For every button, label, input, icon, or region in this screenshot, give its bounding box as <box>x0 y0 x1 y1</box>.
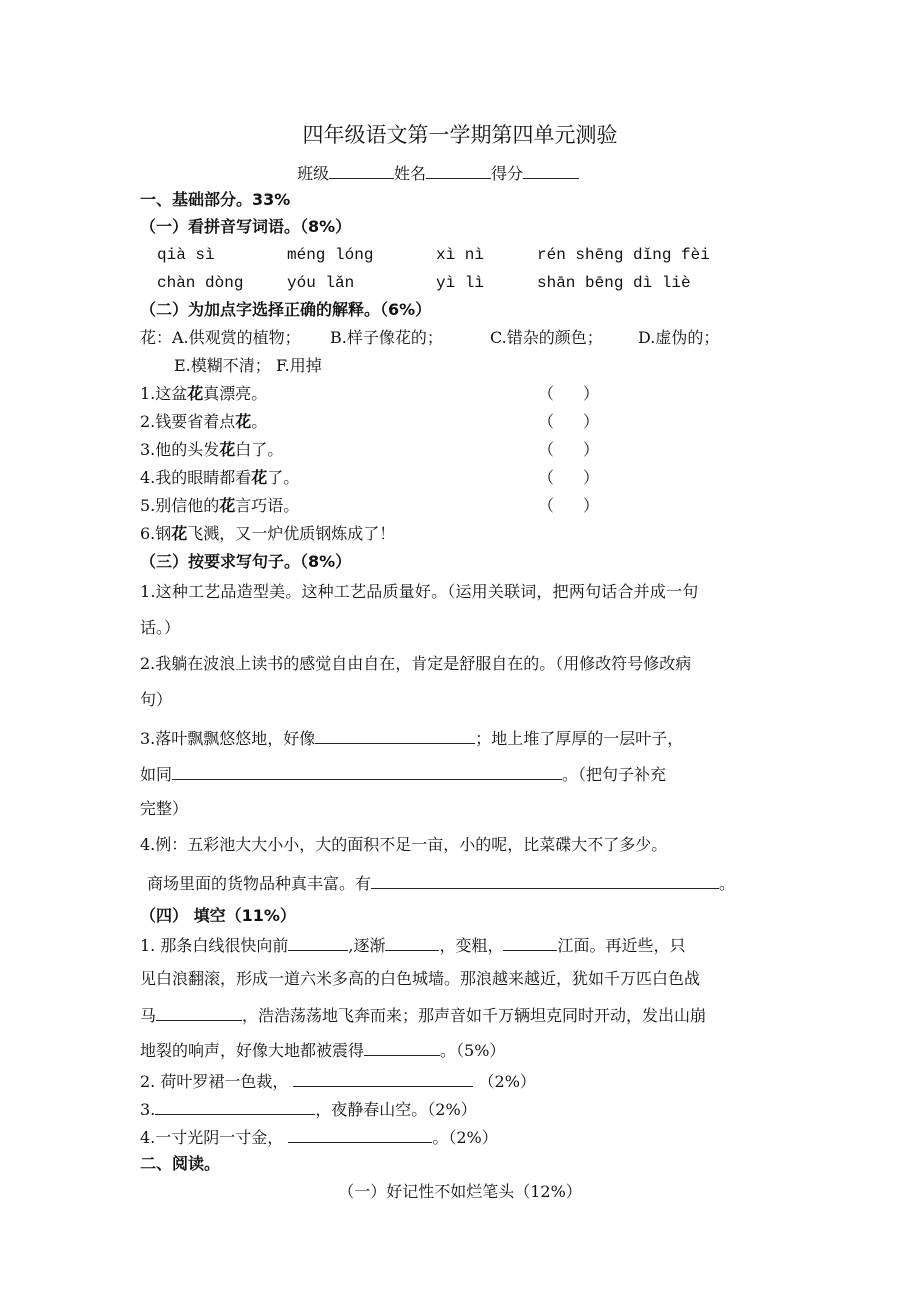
sentence-question: 如同 。（把句子补充 <box>140 765 667 784</box>
class-blank[interactable] <box>329 162 394 179</box>
option-line: D.虚伪的； <box>638 328 720 347</box>
name-label: 姓名 <box>394 164 427 183</box>
answer-blank[interactable] <box>293 1070 473 1087</box>
sentence-question: 商场里面的货物品种真丰富。有 。 <box>147 874 736 893</box>
question-item: 5.别信他的花言巧语。 <box>140 496 300 515</box>
student-info-line <box>297 162 579 184</box>
fill-question: 4.一寸光阴一寸金， 。（2%） <box>140 1128 498 1147</box>
answer-paren-open[interactable]: （ <box>538 496 555 515</box>
pinyin-item: rén shēng dǐng fèi <box>537 246 710 264</box>
part3-heading: （三）按要求写句子。（8%） <box>140 552 352 571</box>
answer-paren-open[interactable]: （ <box>538 412 555 431</box>
option-line: 花：A.供观赏的植物； <box>140 328 301 347</box>
answer-paren-close: ） <box>583 468 600 487</box>
part2-heading: （二）为加点字选择正确的解释。（6%） <box>140 300 432 319</box>
answer-paren-close: ） <box>583 384 600 403</box>
sentence-question: 4.例：五彩池大大小小，大的面积不足一亩，小的呢，比菜碟大不了多少。 <box>140 835 668 854</box>
answer-blank[interactable] <box>503 934 557 951</box>
option-line: B.样子像花的； <box>330 328 443 347</box>
option-line: C.错杂的颜色； <box>490 328 603 347</box>
section2-heading: 二、阅读。 <box>140 1154 221 1173</box>
option-line: F.用掉 <box>276 356 322 375</box>
answer-blank[interactable] <box>371 872 719 889</box>
pinyin-item: xì nì <box>436 246 485 264</box>
score-blank[interactable] <box>523 162 579 179</box>
sentence-question: 1.这种工艺品造型美。这种工艺品质量好。（运用关联词，把两句话合并成一句 <box>140 582 699 601</box>
answer-paren-close: ） <box>583 440 600 459</box>
answer-blank[interactable] <box>364 1039 440 1056</box>
fill-question: 2. 荷叶罗裙一色裁， （2%） <box>140 1072 536 1091</box>
score-label: 得分 <box>491 164 524 183</box>
fill-question: 3. ，夜静春山空。（2%） <box>140 1100 477 1119</box>
sentence-question: 3.落叶飘飘悠悠地，好像 ；地上堆了厚厚的一层叶子， <box>140 729 684 748</box>
answer-paren-open[interactable]: （ <box>538 468 555 487</box>
sentence-question: 完整） <box>140 799 189 818</box>
answer-blank[interactable] <box>155 1098 315 1115</box>
question-item: 3.他的头发花白了。 <box>140 440 284 459</box>
pinyin-item: yóu lǎn <box>287 274 355 292</box>
fill-question: 马 ，浩浩荡荡地飞奔而来；那声音如千万辆坦克同时开动，发出山崩 <box>140 1006 707 1025</box>
answer-paren-close: ） <box>583 412 600 431</box>
pinyin-item: shān bēng dì liè <box>537 274 691 292</box>
section1-heading: 一、基础部分。33% <box>140 190 291 209</box>
answer-blank[interactable] <box>385 934 439 951</box>
part1-heading: （一）看拼音写词语。（8%） <box>140 217 352 236</box>
question-item: 1.这盆花真漂亮。 <box>140 384 268 403</box>
sentence-question: 句） <box>140 690 173 709</box>
name-blank[interactable] <box>426 162 491 179</box>
question-item: 6.钢花飞溅，又一炉优质钢炼成了！ <box>140 524 396 543</box>
answer-blank[interactable] <box>156 1004 242 1021</box>
question-item: 4.我的眼睛都看花了。 <box>140 468 300 487</box>
class-label: 班级 <box>297 164 330 183</box>
reading-subheading: （一）好记性不如烂笔头（12%） <box>338 1182 582 1201</box>
fill-question: 1. 那条白线很快向前 ,逐渐 ，变粗， 江面。再近些，只 <box>140 936 686 955</box>
fill-question: 地裂的响声，好像大地都被震得 。（5%） <box>140 1041 506 1060</box>
sentence-question: 2.我躺在波浪上读书的感觉自由自在，肯定是舒服自在的。（用修改符号修改病 <box>140 654 692 673</box>
pinyin-item: qià sì <box>157 246 215 264</box>
question-item: 2.钱要省着点花。 <box>140 412 268 431</box>
fill-question: 见白浪翻滚，形成一道六米多高的白色城墙。那浪越来越近，犹如千万匹白色战 <box>140 969 701 988</box>
page-title: 四年级语文第一学期第四单元测验 <box>302 123 618 147</box>
answer-paren-open[interactable]: （ <box>538 440 555 459</box>
answer-paren-open[interactable]: （ <box>538 384 555 403</box>
option-line: E.模糊不清； <box>174 356 271 375</box>
answer-blank[interactable] <box>288 1126 432 1143</box>
answer-blank[interactable] <box>288 934 348 951</box>
sentence-question: 话。） <box>140 618 181 637</box>
part4-heading: （四） 填空（11%） <box>140 906 296 925</box>
answer-blank[interactable] <box>172 763 562 780</box>
answer-paren-close: ） <box>583 496 600 515</box>
pinyin-item: chàn dòng <box>157 274 244 292</box>
pinyin-item: méng lóng <box>287 246 374 264</box>
answer-blank[interactable] <box>315 727 475 744</box>
pinyin-item: yì lì <box>436 274 485 292</box>
